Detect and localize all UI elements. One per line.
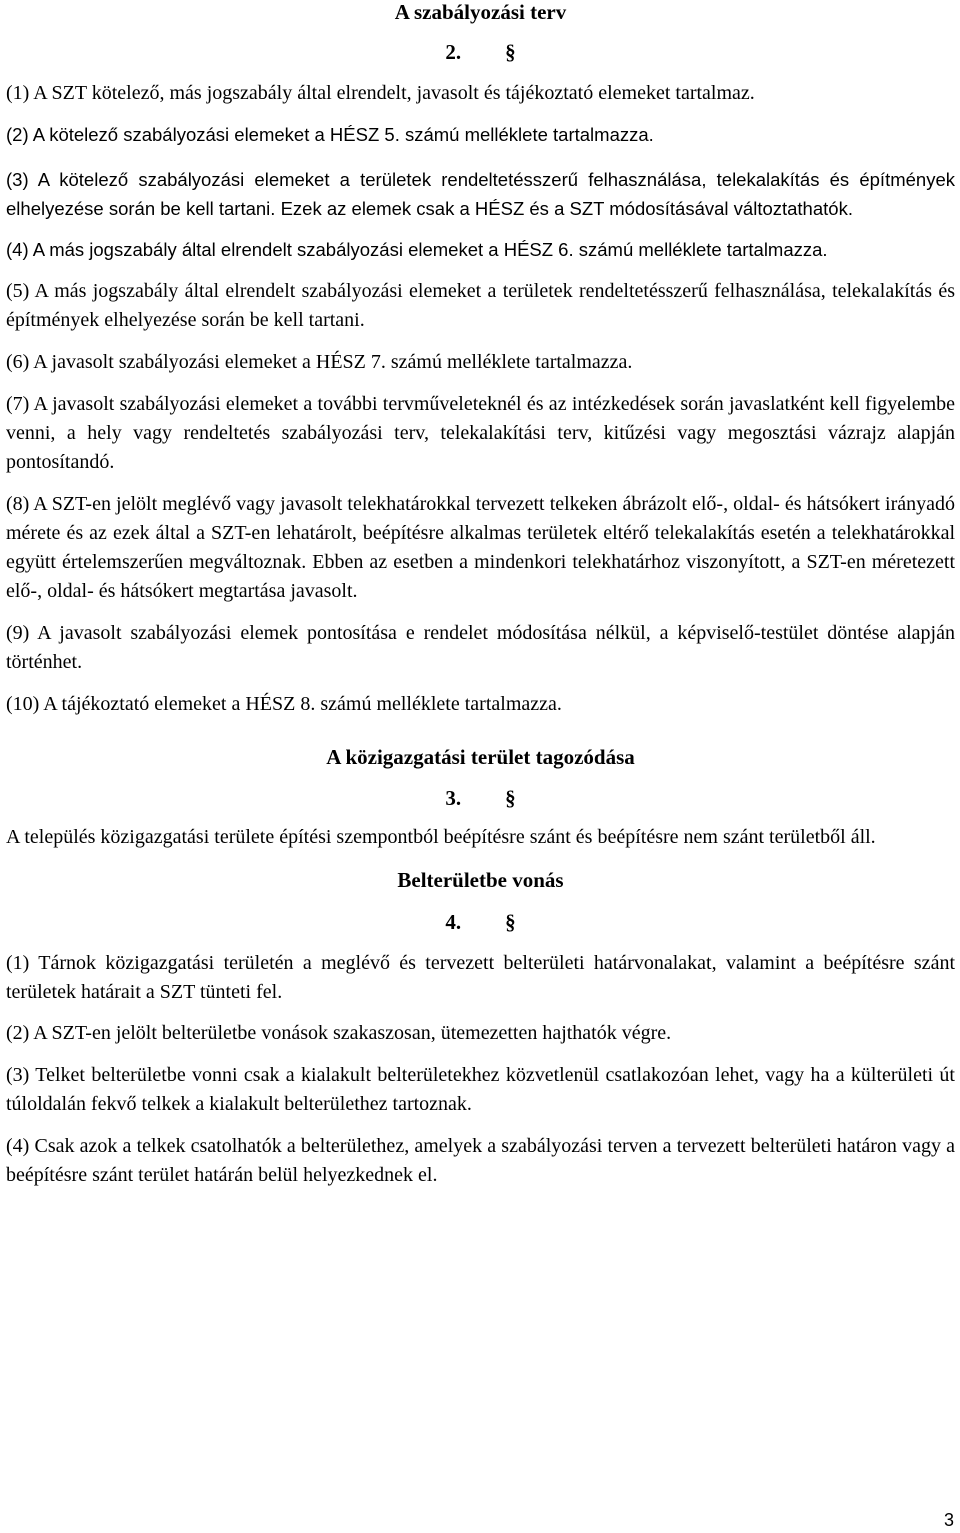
paragraph-symbol: §	[505, 786, 516, 810]
paragraph-2-10: (10) A tájékoztató elemeket a HÉSZ 8. számú melléklete tartalmazza.	[6, 693, 562, 715]
paragraph-4-3: (3) Telket belterületbe vonni csak a kialakult belterületekhez közvetlenül csatlakozóan lehet, vagy ha a külterületi út túloldalán fekvő telkek a kialakult belterülethez tartoznak.	[6, 1064, 955, 1115]
paragraph-2-2: (2) A kötelező szabályozási elemeket a HÉSZ 5. számú melléklete tartalmazza.	[6, 124, 654, 145]
paragraph-2-3-part2: Ezek az elemek csak a HÉSZ és a SZT módosításával változtathatók.	[275, 198, 853, 219]
paragraph-4-4: (4) Csak azok a telkek csatolhatók a belterülethez, amelyek a szabályozási terven a tervezett belterületi határon vagy a beépítésre szánt terület határán belül helyezkednek el.	[6, 1135, 955, 1186]
section-number-2	[6, 40, 955, 65]
paragraph-3-1: A település közigazgatási területe építési szempontból beépítésre szánt és beépítésre nem szánt területből áll.	[6, 826, 876, 848]
heading-belteruletbe-vonas: Belterületbe vonás	[397, 868, 564, 892]
paragraph-2-8: (8) A SZT-en jelölt meglévő vagy javasolt telekhatárokkal tervezett telkeken ábrázolt elő-, oldal- és hátsókert irányadó mérete és az ezek által a SZT-en lehatárolt, beépítésre alkalmas területek eltérő telekalakítás esetén a telekhatárokkal együtt értelemszerűen megváltoznak. Ebben az esetben a mindenkori telekhatárhoz viszonyított, a SZT-en méretezett elő-, oldal- és hátsókert megtartása javasolt.	[6, 493, 955, 602]
document-page	[6, 0, 955, 1190]
section-number-4	[6, 910, 955, 935]
paragraph-4-1: (1) Tárnok közigazgatási területén a meglévő és tervezett belterületi határvonalakat, valamint a beépítésre szánt területek határait a SZT tünteti fel.	[6, 952, 955, 1003]
paragraph-2-5: (5) A más jogszabály által elrendelt szabályozási elemeket a területek rendeltetésszerű felhasználása, telekalakítás és építmények elhelyezése során be kell tartani.	[6, 280, 955, 331]
section-number-3	[6, 786, 955, 811]
paragraph-2-7: (7) A javasolt szabályozási elemeket a további tervműveleteknél és az intézkedések során javaslatként kell figyelembe venni, a hely vagy rendeltetés szabályozási terv, telekalakítási terv, kitűzési vagy megosztási vázrajz alapján pontosítandó.	[6, 393, 955, 473]
section-number: 4.	[445, 910, 462, 934]
paragraph-2-6: (6) A javasolt szabályozási elemeket a HÉSZ 7. számú melléklete tartalmazza.	[6, 351, 633, 373]
paragraph-symbol: §	[505, 40, 516, 64]
section-number: 2.	[445, 40, 462, 64]
paragraph-symbol: §	[505, 910, 516, 934]
paragraph-4-2: (2) A SZT-en jelölt belterületbe vonások szakaszosan, ütemezetten hajthatók végre.	[6, 1022, 672, 1044]
paragraph-2-9: (9) A javasolt szabályozási elemek pontosítása e rendelet módosítása nélkül, a képviselő-testület döntése alapján történhet.	[6, 622, 955, 673]
heading-szabalyozasi-terv: A szabályozási terv	[394, 0, 567, 24]
section-number: 3.	[445, 786, 462, 810]
paragraph-2-3-part1: (3) A kötelező szabályozási elemeket a területek rendeltetésszerű felhasználása, telekalakítás és építmények elhelyezése során be kell tartani.	[6, 169, 955, 219]
paragraph-2-3	[6, 165, 955, 223]
paragraph-2-4: (4) A más jogszabály által elrendelt szabályozási elemeket a HÉSZ 6. számú melléklete tartalmazza.	[6, 239, 828, 260]
heading-kozigazgatasi-terulet: A közigazgatási terület tagozódása	[326, 745, 635, 769]
paragraph-2-1: (1) A SZT kötelező, más jogszabály által elrendelt, javasolt és tájékoztató elemeket tartalmaz.	[6, 82, 755, 104]
page-number: 3	[943, 1510, 954, 1530]
